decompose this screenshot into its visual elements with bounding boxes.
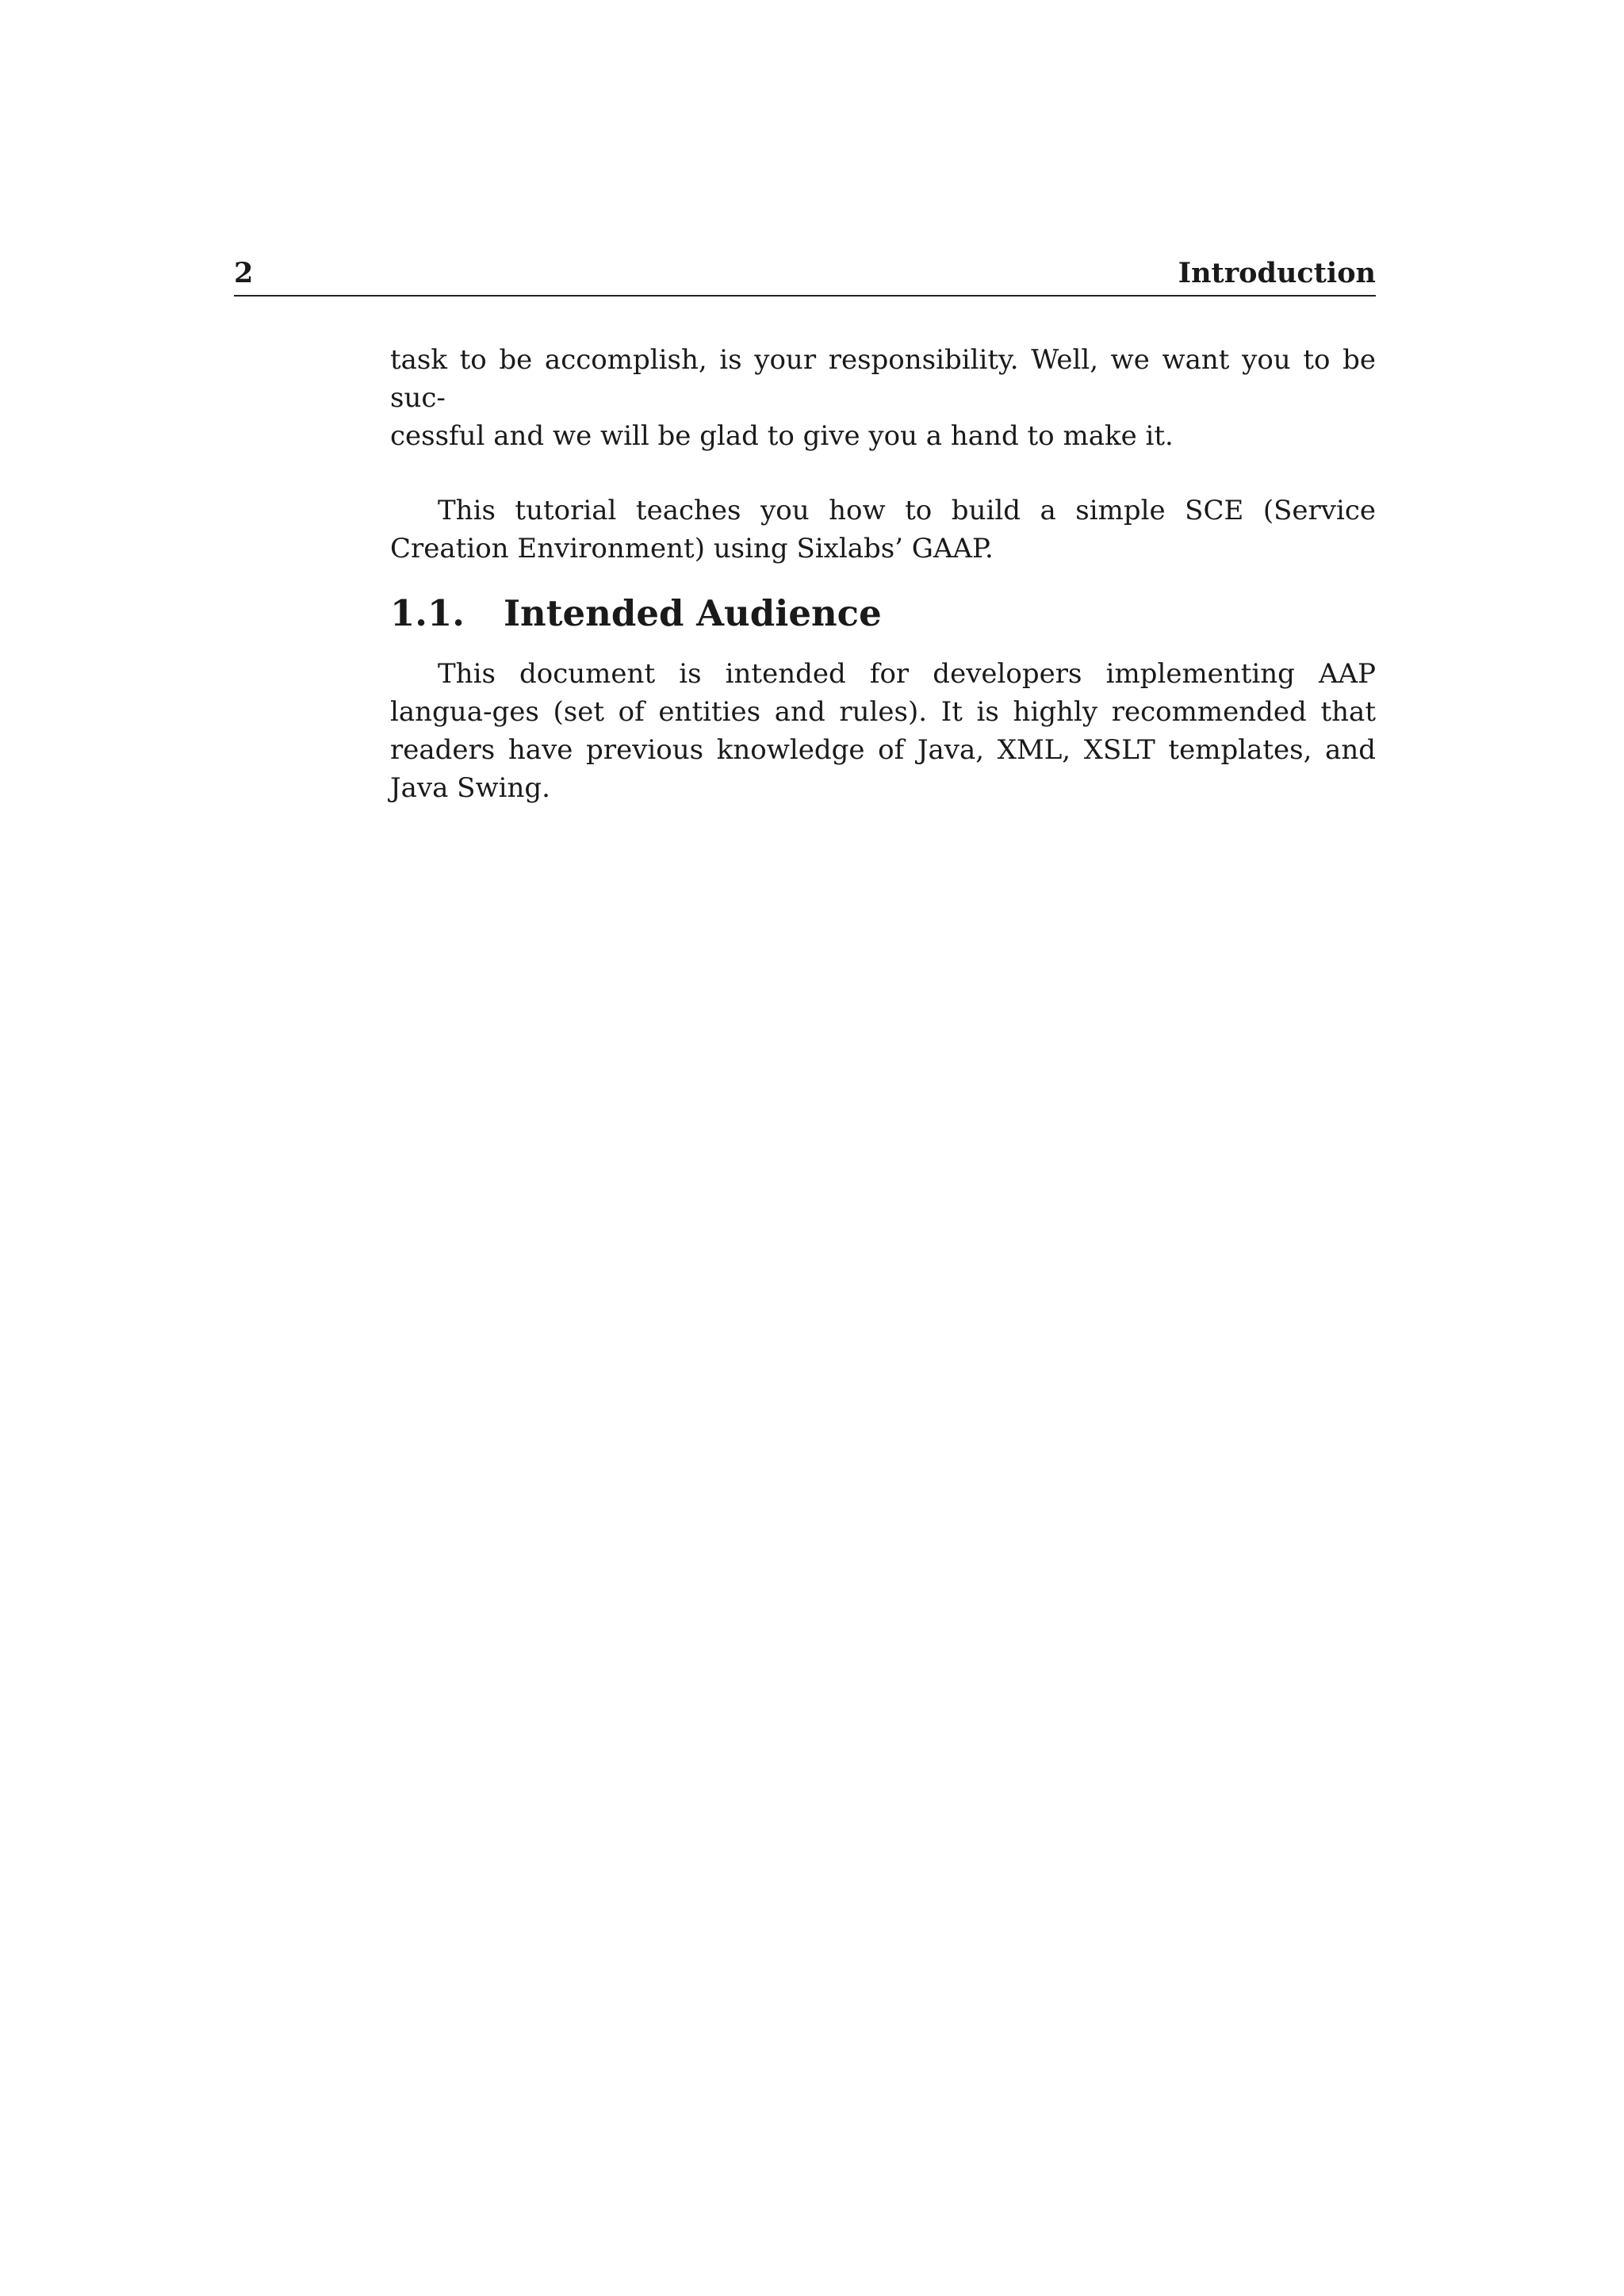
paragraph-line: cessful and we will be glad to give you a hand to make it. [390, 420, 1174, 452]
chapter-title: Introduction [1178, 257, 1376, 289]
paragraph-line: task to be accomplish, is your responsibility. Well, we want you to be suc- [390, 344, 1376, 414]
section-number: 1.1. [390, 592, 465, 634]
section-title: Intended Audience [504, 592, 882, 634]
paragraph-tutorial: This tutorial teaches you how to build a simple SCE (Service Creation Environment) using Sixlabs’ GAAP. [390, 495, 1376, 564]
section-heading [390, 568, 1376, 655]
paragraph-audience: This document is intended for developers implementing AAP langua-ges (set of entities and rules). It is highly recommended that readers have previous knowledge of Java, XML, XSLT templates, and Java Swing. [390, 658, 1376, 804]
paragraph-continued [390, 341, 1376, 455]
running-header [234, 252, 1376, 297]
page-number: 2 [234, 257, 254, 289]
main-text [390, 341, 1376, 807]
